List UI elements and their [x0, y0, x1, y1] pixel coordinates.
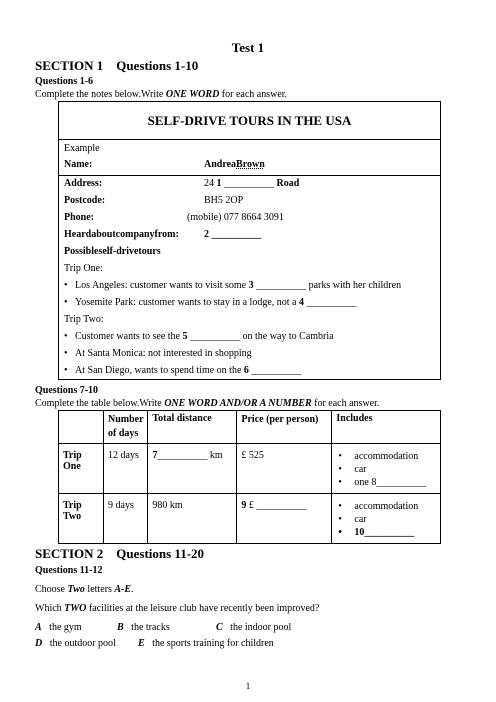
- q1-blank: __________: [221, 178, 277, 189]
- instr-text: Complete the table below.Write: [35, 398, 165, 409]
- q3-blank: __________ parks with her children: [253, 280, 402, 291]
- q10-item: • 10__________: [336, 526, 436, 539]
- includes-list: [336, 500, 436, 539]
- q1-6-instructions: [35, 89, 287, 100]
- trip2-bullet-1: [64, 331, 334, 342]
- option-d: [35, 638, 116, 649]
- instr-text-end: for each answer.: [311, 398, 380, 409]
- q4-number: 4: [298, 297, 304, 308]
- page-title: Test 1: [231, 40, 265, 55]
- bullet-text: At San Diego, wants to spend time on the: [75, 365, 244, 376]
- instr-emphasis: ONE WORD: [165, 89, 220, 100]
- section1-heading: [35, 58, 198, 74]
- price-cell: [237, 494, 332, 544]
- bullet-icon: •: [64, 331, 68, 342]
- list-item: • accommodation: [336, 500, 436, 513]
- option-c: [216, 622, 291, 633]
- page-number: 1: [245, 681, 251, 691]
- section1-label: SECTION 1: [35, 58, 104, 73]
- trip-cell: Trip Two: [59, 494, 104, 544]
- question-emphasis: TWO: [64, 603, 87, 614]
- example-row: [59, 139, 440, 176]
- q1-number: 1: [216, 178, 222, 189]
- days-cell: 9 days: [104, 494, 148, 544]
- q4-blank: __________: [303, 297, 357, 308]
- instr-letters: A-E: [114, 584, 132, 595]
- q7-blank: __________ km: [157, 450, 223, 461]
- q6-number: 6: [243, 365, 249, 376]
- address-label: Address:: [64, 178, 103, 189]
- includes-cell: [332, 494, 441, 544]
- header-cell-days: Number of days: [104, 411, 148, 444]
- question-text-end: facilities at the leisure club have recently been improved?: [86, 603, 320, 614]
- instr-text: Complete the notes below.Write: [35, 89, 166, 100]
- trip2-bullet-2: [64, 348, 252, 359]
- option-e: [138, 638, 274, 649]
- bullet-text: Customer wants to see the: [75, 331, 183, 342]
- option-letter: A: [35, 622, 42, 633]
- table-row: [59, 494, 441, 544]
- bullet-icon: •: [64, 365, 68, 376]
- question-text: Which: [35, 603, 65, 614]
- q5-number: 5: [182, 331, 188, 342]
- bullet-icon: •: [64, 348, 68, 359]
- table-header-row: [59, 411, 441, 444]
- trip-cell: Trip One: [59, 444, 104, 494]
- bullet-text: Yosemite Park: customer wants to stay in a lodge, not a: [75, 297, 299, 308]
- table-row: [59, 444, 441, 494]
- q6-blank: __________: [248, 365, 302, 376]
- list-item: • car: [336, 463, 436, 476]
- bullet-text: At Santa Monica: not interested in shopping: [75, 348, 252, 359]
- option-a: [35, 622, 82, 633]
- phone-value: (mobile) 077 8664 3091: [187, 212, 284, 223]
- header-cell-includes: Includes: [332, 411, 441, 444]
- instr-emphasis: ONE WORD AND/OR A NUMBER: [164, 398, 312, 409]
- q2-blank: 2 __________: [204, 229, 262, 240]
- address-road: Road: [276, 178, 300, 189]
- possible-tours-label: Possibleself-drivetours: [64, 246, 161, 257]
- instr-text-end: for each answer.: [219, 89, 288, 100]
- distance-cell: [148, 444, 237, 494]
- instr-text: Choose: [35, 584, 68, 595]
- name-last: Brown: [236, 159, 265, 170]
- instr-emphasis: Two: [67, 584, 85, 595]
- option-letter: D: [35, 638, 43, 649]
- name-first: Andrea: [204, 159, 237, 170]
- trip2-label: Trip Two:: [64, 314, 104, 325]
- instr-text: letters: [84, 584, 115, 595]
- bullet-icon: •: [64, 297, 68, 308]
- phone-label: Phone:: [64, 212, 94, 223]
- list-item: • accommodation: [336, 450, 436, 463]
- notes-box: [58, 101, 441, 380]
- bullet-text: Los Angeles: customer wants to visit some: [75, 280, 249, 291]
- q5-blank: __________ on the way to Cambria: [187, 331, 334, 342]
- q11-12-heading: Questions 11-12: [35, 565, 103, 576]
- trip1-label: Trip One:: [64, 263, 103, 274]
- name-label: Name:: [64, 159, 93, 170]
- bullet-icon: •: [64, 280, 68, 291]
- heard-label: Heardaboutcompanyfrom:: [64, 229, 179, 240]
- q8-item: • one 8__________: [336, 476, 436, 489]
- option-letter: C: [216, 622, 223, 633]
- q7-number: 7: [152, 450, 158, 461]
- option-text: the sports training for children: [152, 638, 274, 649]
- q9-number: 9: [241, 500, 247, 511]
- postcode-label: Postcode:: [64, 195, 106, 206]
- trip1-bullet-2: [64, 297, 356, 308]
- distance-cell: 980 km: [148, 494, 237, 544]
- q7-10-heading: Questions 7-10: [35, 385, 99, 396]
- trip2-bullet-3: [64, 365, 301, 376]
- q3-number: 3: [248, 280, 254, 291]
- trip1-bullet-1: [64, 280, 401, 291]
- choose-instructions: [35, 584, 134, 595]
- list-item: • car: [336, 513, 436, 526]
- includes-list: [336, 450, 436, 489]
- header-cell-blank: [59, 411, 104, 444]
- option-letter: E: [138, 638, 145, 649]
- tours-table: [58, 410, 441, 544]
- option-b: [117, 622, 170, 633]
- option-text: the gym: [49, 622, 82, 633]
- option-text: the tracks: [131, 622, 170, 633]
- instr-text-end: .: [131, 584, 134, 595]
- section2-heading: [35, 546, 204, 562]
- address-value: [204, 178, 299, 189]
- section2-questions: Questions 11-20: [116, 546, 205, 561]
- example-label: Example: [64, 143, 100, 154]
- q7-10-instructions: [35, 398, 379, 409]
- address-number: 24: [204, 178, 217, 189]
- option-text: the indoor pool: [230, 622, 292, 633]
- option-text: the outdoor pool: [49, 638, 116, 649]
- notes-title: SELF-DRIVE TOURS IN THE USA: [59, 102, 440, 140]
- q9-blank: £ __________: [248, 500, 307, 511]
- section2-label: SECTION 2: [35, 546, 104, 561]
- price-cell: £ 525: [237, 444, 332, 494]
- name-value: [204, 159, 265, 170]
- header-cell-price: Price (per person): [237, 411, 332, 444]
- header-cell-distance: Total distance: [148, 411, 237, 444]
- option-letter: B: [117, 622, 124, 633]
- postcode-value: BH5 2OP: [204, 195, 244, 206]
- question-11-12: [35, 603, 319, 614]
- includes-cell: [332, 444, 441, 494]
- q1-6-heading: Questions 1-6: [35, 76, 94, 87]
- days-cell: 12 days: [104, 444, 148, 494]
- section1-questions: Questions 1-10: [116, 58, 199, 73]
